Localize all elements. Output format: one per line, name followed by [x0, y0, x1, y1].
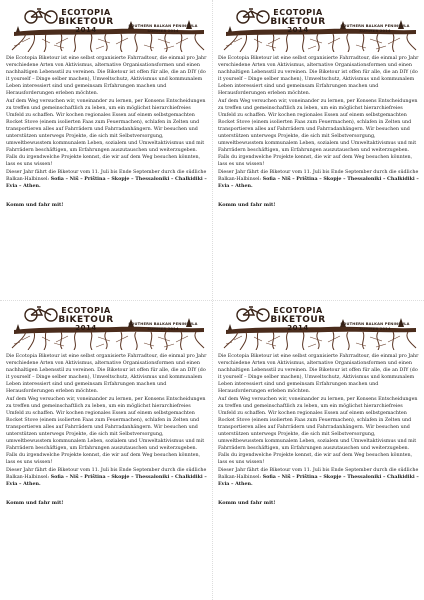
- biketour-logo: [6, 6, 212, 52]
- logo-title-line1: ECOTOPIA: [61, 306, 111, 315]
- logo-title-line1: ECOTOPIA: [273, 8, 323, 17]
- route-intro: Dieser Jahr fährt die Biketour vom 11. Juli bis Ende September durch die südliche Balkan-Halbinsel:: [6, 169, 207, 182]
- logo-subtitle-line2: SUMMER 2014: [147, 326, 179, 331]
- paragraph-about: Die Ecotopia Biketour ist eine selbst organisierte Fahrradtour, die einmal pro Jahr verschiedene Arten von Aktivismus, alternative Organisationsformen und einen nachhaltigen Lebensstil zu vereinen. Die Biketour ist offen für alle, die an DIY (do it yourself – Dinge selber machen), Umweltschutz, Aktivismus und kommunalem Leben interessiert sind und gemeinsam Erfahrungen machen und Herausforderungen erleben möchten.: [218, 354, 419, 395]
- paragraph-route: [218, 169, 422, 190]
- flyer-body: [6, 353, 212, 488]
- logo-subtitle-line2: SUMMER 2014: [147, 28, 179, 33]
- paragraph-route: [6, 467, 210, 488]
- paragraph-about: Die Ecotopia Biketour ist eine selbst organisierte Fahrradtour, die einmal pro Jahr verschiedene Arten von Aktivismus, alternative Organisationsformen und einen nachhaltigen Lebensstil zu vereinen. Die Biketour ist offen für alle, die an DIY (do it yourself – Dinge selber machen), Umweltschutz, Aktivismus und kommunalem Leben interessiert sind und gemeinsam Erfahrungen machen und Herausforderungen erleben möchten.: [218, 56, 419, 97]
- logo-subtitle-line1: SOUTHERN BALKAN PENINSULA: [340, 24, 410, 28]
- logo-subtitle: [128, 24, 198, 33]
- route-intro: Dieser Jahr fährt die Biketour vom 11. Juli bis Ende September durch die südliche Balkan-Halbinsel:: [218, 169, 419, 182]
- logo-title: [46, 307, 126, 333]
- closing-call: Komm und fahr mit!: [218, 201, 276, 208]
- flyer-body: [6, 55, 212, 190]
- logo-title-line2: BIKETOUR: [58, 314, 114, 325]
- logo-title-line3: 2014: [75, 26, 97, 34]
- route-cities: Sofia – Niš – Priština – Skopje – Thessaloniki – Chalkidiki – Evia – Athen.: [6, 473, 207, 487]
- flyer-copy: [218, 304, 424, 600]
- route-intro: Dieser Jahr fährt die Biketour vom 11. Juli bis Ende September durch die südliche Balkan-Halbinsel:: [218, 467, 419, 480]
- paragraph-on-the-way: Auf dem Weg versuchen wir, voneinander zu lernen, per Konsens Entscheidungen zu treffen und gemeinschaftlich zu leben, um ein möglichst hierarchiefreies Umfeld zu schaffen. Wir kochen regionales Essen auf einem selbstgemachten Rocket Stove (einem isolierten Faas zum Feuermachen), schlafen in Zelten und transportieren alles auf Fahrrädern und Fahrradanhängern. Wir besuchen und unterstützen unterwegs Projekte, die sich mit Selbstversorgung, umweltbewusstem kommunalem Leben, sozialem und Umweltaktivismus und mit Fahrrädern beschäftigen, um Erfahrungen auszutauschen und weiterzugeben. Falls du irgendwelche Projekte kennst, die wir auf dem Weg besuchen könnten, lass es uns wissen!: [218, 396, 418, 466]
- flyer-copy: [218, 6, 424, 302]
- route-intro: Dieser Jahr fährt die Biketour vom 11. Juli bis Ende September durch die südliche Balkan-Halbinsel:: [6, 467, 207, 480]
- logo-subtitle-line1: SOUTHERN BALKAN PENINSULA: [128, 322, 198, 326]
- logo-subtitle-line1: SOUTHERN BALKAN PENINSULA: [128, 24, 198, 28]
- paragraph-on-the-way: Auf dem Weg versuchen wir, voneinander zu lernen, per Konsens Entscheidungen zu treffen und gemeinschaftlich zu leben, um ein möglichst hierarchiefreies Umfeld zu schaffen. Wir kochen regionales Essen auf einem selbstgemachten Rocket Stove (einem isolierten Faas zum Feuermachen), schlafen in Zelten und transportieren alles auf Fahrrädern und Fahrradanhängern. Wir besuchen und unterstützen unterwegs Projekte, die sich mit Selbstversorgung, umweltbewusstem kommunalem Leben, sozialem und Umweltaktivismus und mit Fahrrädern beschäftigen, um Erfahrungen auszutauschen und weiterzugeben. Falls du irgendwelche Projekte kennst, die wir auf dem Weg besuchen könnten, lass es uns wissen!: [6, 396, 206, 466]
- logo-title-line3: 2014: [287, 26, 309, 34]
- flyer-body: [218, 353, 424, 488]
- route-cities: Sofia – Niš – Priština – Skopje – Thessaloniki – Chalkidiki – Evia – Athen.: [218, 473, 419, 487]
- flyer-body: [218, 55, 424, 190]
- logo-title-line3: 2014: [75, 324, 97, 332]
- logo-title-line2: BIKETOUR: [270, 16, 326, 27]
- route-cities: Sofia – Niš – Priština – Skopje – Thessaloniki – Chalkidiki – Evia – Athen.: [218, 175, 419, 189]
- logo-subtitle-line2: SUMMER 2014: [359, 28, 391, 33]
- biketour-logo: [6, 304, 212, 350]
- closing-call: Komm und fahr mit!: [6, 499, 64, 506]
- route-cities: Sofia – Niš – Priština – Skopje – Thessaloniki – Chalkidiki – Evia – Athen.: [6, 175, 207, 189]
- logo-title-line1: ECOTOPIA: [273, 306, 323, 315]
- paragraph-on-the-way: Auf dem Weg versuchen wir, voneinander zu lernen, per Konsens Entscheidungen zu treffen und gemeinschaftlich zu leben, um ein möglichst hierarchiefreies Umfeld zu schaffen. Wir kochen regionales Essen auf einem selbstgemachten Rocket Stove (einem isolierten Faas zum Feuermachen), schlafen in Zelten und transportieren alles auf Fahrrädern und Fahrradanhängern. Wir besuchen und unterstützen unterwegs Projekte, die sich mit Selbstversorgung, umweltbewusstem kommunalem Leben, sozialem und Umweltaktivismus und mit Fahrrädern beschäftigen, um Erfahrungen auszutauschen und weiterzugeben. Falls du irgendwelche Projekte kennst, die wir auf dem Weg besuchen könnten, lass es uns wissen!: [6, 98, 206, 168]
- logo-title-line2: BIKETOUR: [270, 314, 326, 325]
- logo-subtitle-line2: SUMMER 2014: [359, 326, 391, 331]
- logo-title: [258, 307, 338, 333]
- logo-title: [46, 9, 126, 35]
- fold-line-vertical: [212, 0, 213, 600]
- paragraph-on-the-way: Auf dem Weg versuchen wir, voneinander zu lernen, per Konsens Entscheidungen zu treffen und gemeinschaftlich zu leben, um ein möglichst hierarchiefreies Umfeld zu schaffen. Wir kochen regionales Essen auf einem selbstgemachten Rocket Stove (einem isolierten Faas zum Feuermachen), schlafen in Zelten und transportieren alles auf Fahrrädern und Fahrradanhängern. Wir besuchen und unterstützen unterwegs Projekte, die sich mit Selbstversorgung, umweltbewusstem kommunalem Leben, sozialem und Umweltaktivismus und mit Fahrrädern beschäftigen, um Erfahrungen auszutauschen und weiterzugeben. Falls du irgendwelche Projekte kennst, die wir auf dem Weg besuchen könnten, lass es uns wissen!: [218, 98, 418, 168]
- logo-title-line1: ECOTOPIA: [61, 8, 111, 17]
- logo-subtitle: [128, 322, 198, 331]
- closing-call: Komm und fahr mit!: [6, 201, 64, 208]
- paragraph-route: [6, 169, 210, 190]
- paragraph-about: Die Ecotopia Biketour ist eine selbst organisierte Fahrradtour, die einmal pro Jahr verschiedene Arten von Aktivismus, alternative Organisationsformen und einen nachhaltigen Lebensstil zu vereinen. Die Biketour ist offen für alle, die an DIY (do it yourself – Dinge selber machen), Umweltschutz, Aktivismus und kommunalem Leben interessiert sind und gemeinsam Erfahrungen machen und Herausforderungen erleben möchten.: [6, 56, 207, 97]
- logo-subtitle-line1: SOUTHERN BALKAN PENINSULA: [340, 322, 410, 326]
- biketour-logo: [218, 304, 424, 350]
- paragraph-route: [218, 467, 422, 488]
- paragraph-about: Die Ecotopia Biketour ist eine selbst organisierte Fahrradtour, die einmal pro Jahr verschiedene Arten von Aktivismus, alternative Organisationsformen und einen nachhaltigen Lebensstil zu vereinen. Die Biketour ist offen für alle, die an DIY (do it yourself – Dinge selber machen), Umweltschutz, Aktivismus und kommunalem Leben interessiert sind und gemeinsam Erfahrungen machen und Herausforderungen erleben möchten.: [6, 354, 207, 395]
- logo-subtitle: [340, 322, 410, 331]
- flyer-copy: [6, 304, 212, 600]
- logo-title-line3: 2014: [287, 324, 309, 332]
- logo-title-line2: BIKETOUR: [58, 16, 114, 27]
- logo-title: [258, 9, 338, 35]
- flyer-copy: [6, 6, 212, 302]
- biketour-logo: [218, 6, 424, 52]
- closing-call: Komm und fahr mit!: [218, 499, 276, 506]
- logo-subtitle: [340, 24, 410, 33]
